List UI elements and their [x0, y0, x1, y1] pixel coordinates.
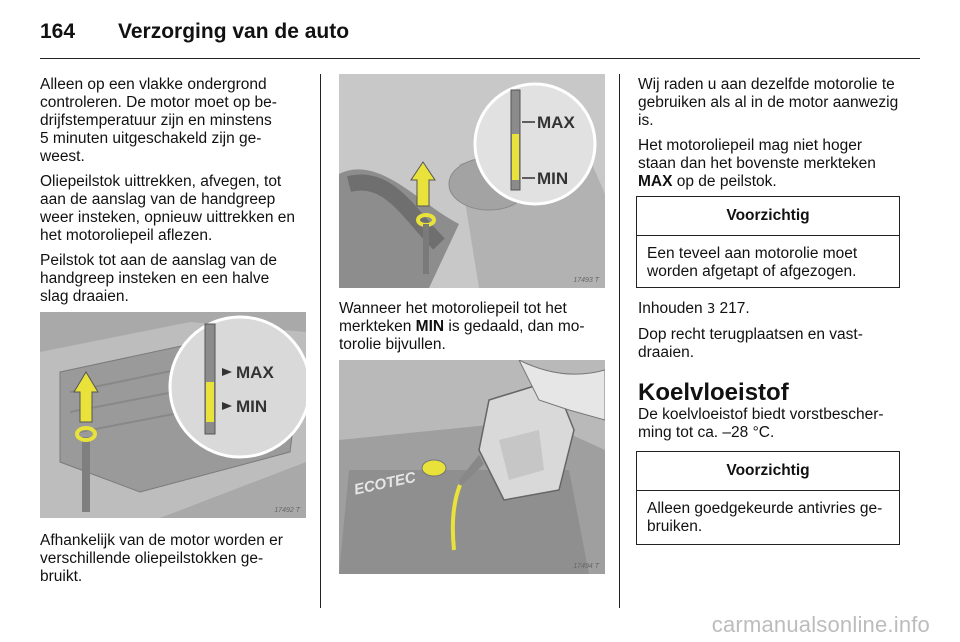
ecotec-engine-text: ECOTEC [352, 468, 418, 499]
page-header [40, 14, 920, 58]
min-mark-label: MIN [236, 397, 268, 416]
warning-title: Voorzichtig [637, 197, 899, 236]
watermark: carmanualsonline.info [711, 612, 930, 637]
page-number: 164 [40, 20, 76, 43]
paragraph-refill-oil: Wanneer het motoroliepeil tot het merkteken MIN is gedaald, dan mo- torolie bijvullen. [339, 300, 585, 353]
section-heading-coolant: Koelvloeistof [638, 379, 789, 406]
figure-dipstick-engine [40, 312, 306, 518]
max-mark-bold: MAX [638, 173, 673, 190]
paragraph-replace-cap: Dop recht terugplaatsen en vast- draaien. [638, 326, 863, 361]
dipstick-illustration [40, 312, 306, 518]
warning-text: Een teveel aan motorolie moet worden afgetapt of afgezogen. [647, 245, 858, 280]
paragraph-capacities: Inhouden 3 217. [638, 300, 750, 317]
header-rule [40, 58, 920, 59]
column-divider-1 [320, 74, 321, 608]
column-1 [40, 76, 312, 313]
figure-code: 17492 T [274, 507, 300, 514]
column-3-middle [638, 300, 922, 449]
column-divider-2 [619, 74, 620, 608]
oil-refill-illustration [339, 360, 605, 574]
paragraph-same-oil: Wij raden u aan dezelfde motorolie te gebruiken als al in de motor aanwezig is. [638, 76, 899, 129]
warning-box-oil [636, 196, 900, 288]
paragraph-coolant-protection: De koelvloeistof biedt vorstbescher- ming tot ca. –28 °C. [638, 406, 884, 441]
max-mark-label: MAX [236, 363, 274, 382]
paragraph-dipstick-variants: Afhankelijk van de motor worden er verschillende oliepeilstokken ge- bruikt. [40, 532, 283, 585]
column-1-bottom [40, 532, 312, 593]
paragraph-dipstick-insert: Peilstok tot aan de aanslag van de handgreep insteken en een halve slag draaien. [40, 252, 277, 305]
chapter-title: Verzorging van de auto [118, 20, 350, 43]
figure-dipstick-location [339, 74, 605, 288]
paragraph-dipstick-pull: Oliepeilstok uittrekken, afvegen, tot aan de aanslag van de handgreep weer insteken, opnieuw uittrekken en het motoroliepeil aflezen. [40, 173, 296, 244]
paragraph-level-check: Alleen op een vlakke ondergrond controleren. De motor moet op be- drijfstemperatuur zijn en minstens 5 minuten uitgeschakeld zijn ge- weest. [40, 76, 277, 165]
column-3 [638, 76, 922, 198]
warning-box-coolant [636, 451, 900, 545]
min-mark-bold: MIN [415, 318, 445, 335]
warning-text: Alleen goedgekeurde antivries ge- bruiken. [647, 500, 883, 535]
figure-code: 17494 T [573, 563, 599, 570]
figure-oil-refill [339, 360, 605, 574]
page-reference-icon[interactable]: 3 [706, 302, 716, 317]
paragraph-max-level: Het motoroliepeil mag niet hoger staan dan het bovenste merkteken MAX op de peilstok. [638, 137, 876, 190]
max-mark-label-2: MAX [537, 113, 575, 132]
figure-code: 17493 T [573, 277, 599, 284]
warning-title: Voorzichtig [637, 452, 899, 491]
dipstick-location-illustration [339, 74, 605, 288]
min-mark-label-2: MIN [537, 169, 569, 188]
column-2-text [339, 300, 611, 361]
